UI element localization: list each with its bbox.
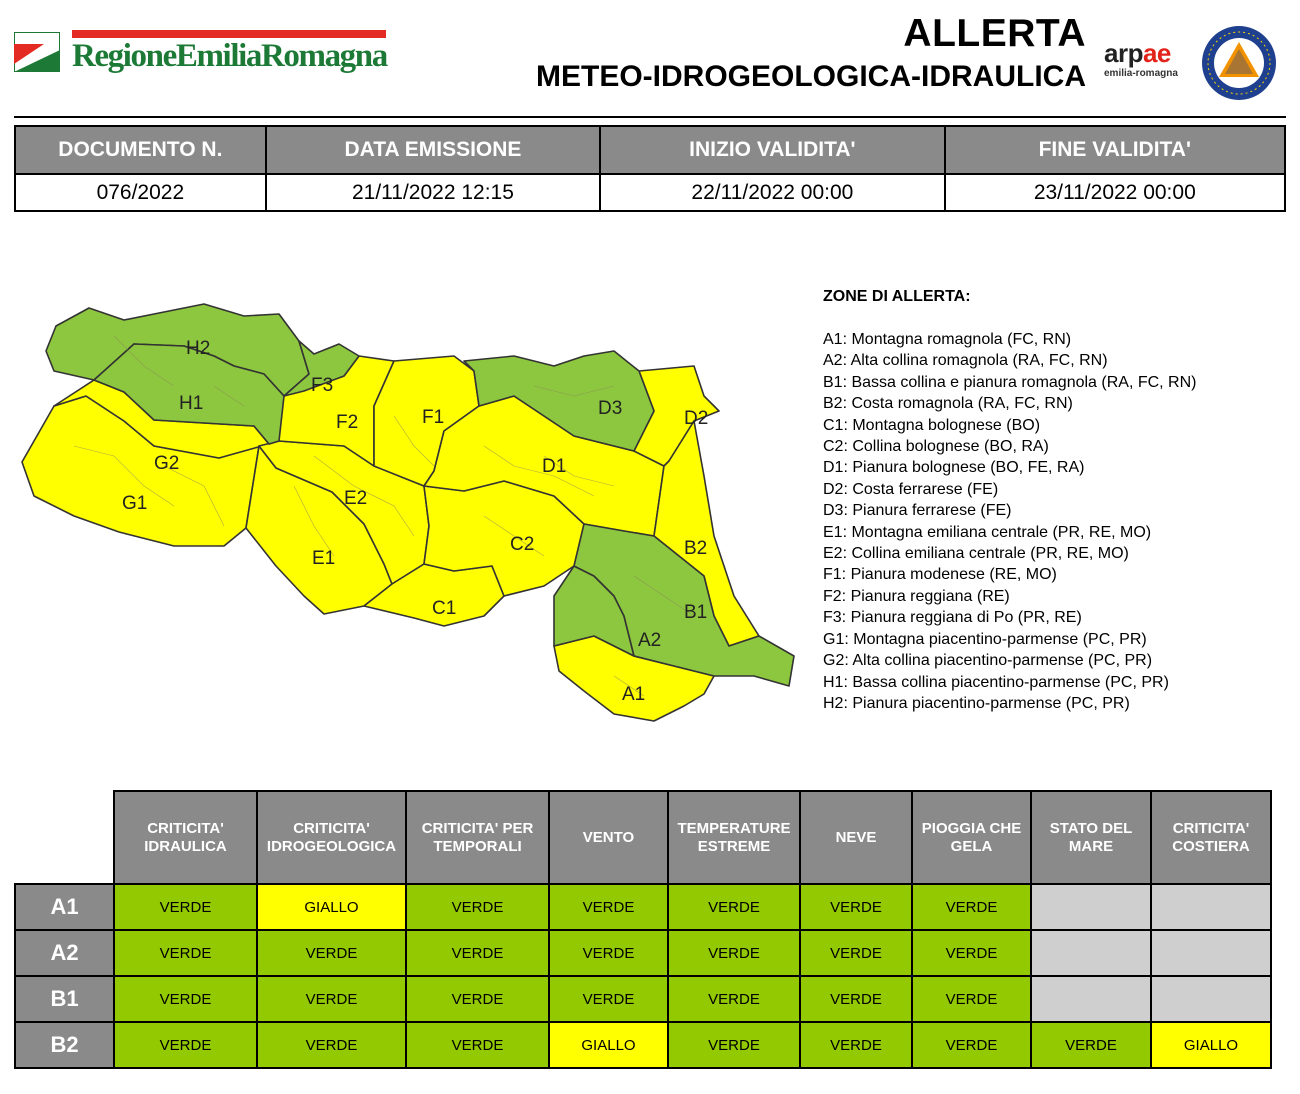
doc-header-cell: INIZIO VALIDITA' [600,126,944,174]
arpae-logo-subtext: emilia-romagna [1104,68,1178,79]
zone-label: H1 [179,393,204,414]
alert-column-header-line: ESTREME [697,837,771,855]
alert-column-header [114,791,257,884]
alert-column-header-line: NEVE [835,828,877,846]
alert-row [15,976,1271,1022]
page-title: ALLERTA [903,12,1086,55]
alert-level-cell: VERDE [549,884,668,930]
alert-row-zone: B2 [15,1022,114,1068]
alert-column-header-line: MARE [1068,837,1114,855]
alert-level-cell: VERDE [1031,1022,1151,1068]
alert-level-cell: VERDE [800,976,912,1022]
arpae-logo [1104,40,1194,86]
doc-header-cell: DATA EMISSIONE [266,126,600,174]
alert-column-header-line: CRITICITA' [293,819,370,837]
zone-label: D1 [542,456,567,477]
alert-level-cell: VERDE [800,930,912,976]
region-logo [14,28,387,76]
legend-item: F3: Pianura reggiana di Po (PR, RE) [823,609,1082,627]
region-logo-text: RegioneEmiliaRomagna [72,38,387,74]
alert-row [15,1022,1271,1068]
alert-column-header-line: COSTIERA [1172,837,1250,855]
alert-row-zone: A1 [15,884,114,930]
zone-label: F3 [311,375,334,396]
zone-label: A1 [622,684,646,705]
document-info-value-row [15,174,1285,211]
arpae-logo-accent: ae [1142,38,1171,68]
alert-column-header-line: CRITICITA' [147,819,224,837]
alert-column-header-line: CRITICITA' PER [421,819,534,837]
alert-level-cell: VERDE [549,930,668,976]
alert-level-cell: VERDE [800,884,912,930]
alert-level-cell: GIALLO [1151,1022,1271,1068]
legend-item: C2: Collina bolognese (BO, RA) [823,438,1049,456]
alert-level-cell: VERDE [114,884,257,930]
arpae-logo-word: arp [1104,38,1143,68]
alert-column-header [1151,791,1271,884]
alert-row [15,884,1271,930]
zone-label: E2 [344,488,368,509]
legend-item: E1: Montagna emiliana centrale (PR, RE, MO) [823,523,1152,541]
legend-item: H1: Bassa collina piacentino-parmense (PC, PR) [823,673,1169,691]
legend-item: F1: Pianura modenese (RE, MO) [823,566,1057,584]
alert-column-header-line: CRITICITA' [1172,819,1250,837]
zone-label: E1 [312,548,336,569]
emission-date: 21/11/2022 12:15 [266,174,600,211]
zone-label: C1 [432,598,457,619]
validity-end: 23/11/2022 00:00 [945,174,1285,211]
legend-item: D1: Pianura bolognese (BO, FE, RA) [823,459,1085,477]
alert-column-header [800,791,912,884]
alert-level-cell: VERDE [257,930,406,976]
alert-level-cell: GIALLO [257,884,406,930]
alert-column-header-line: IDRAULICA [144,837,227,855]
legend-item: B1: Bassa collina e pianura romagnola (RA, FC, RN) [823,373,1197,391]
zone-label: G2 [154,453,180,474]
zone-label: H2 [186,338,211,359]
alert-column-header-line: TEMPERATURE [677,819,791,837]
alert-column-header-line: GELA [950,837,993,855]
document-info-header-row [15,126,1285,174]
alert-column-header-line: VENTO [582,828,635,846]
validity-start: 22/11/2022 00:00 [600,174,944,211]
alert-column-header [549,791,668,884]
page-subtitle: METEO-IDROGEOLOGICA-IDRAULICA [536,60,1086,93]
zone-label: F2 [336,412,359,433]
doc-header-cell: DOCUMENTO N. [15,126,266,174]
alert-column-header [257,791,406,884]
alert-column-header-line: IDROGEOLOGICA [266,837,397,855]
alert-level-cell: VERDE [406,930,549,976]
zone-label: G1 [122,493,148,514]
alert-level-cell [1151,884,1271,930]
zone-label: D2 [684,408,709,429]
alert-row-zone: A2 [15,930,114,976]
alert-levels-table [14,790,1272,1069]
alert-column-header-line: PIOGGIA CHE [921,819,1022,837]
legend-item: A2: Alta collina romagnola (RA, FC, RN) [823,352,1108,370]
alert-level-cell [1151,976,1271,1022]
document-number: 076/2022 [15,174,266,211]
zone-label: F1 [422,407,445,428]
doc-header-cell: FINE VALIDITA' [945,126,1285,174]
legend-title: ZONE DI ALLERTA: [823,288,971,305]
legend-item: C1: Montagna bolognese (BO) [823,416,1041,434]
legend-item: A1: Montagna romagnola (FC, RN) [823,331,1072,348]
alert-zones-map [14,296,804,736]
zone-label: A2 [638,630,662,651]
alert-level-cell: VERDE [800,1022,912,1068]
alert-level-cell: VERDE [257,976,406,1022]
legend-item: G1: Montagna piacentino-parmense (PC, PR) [823,630,1147,648]
alert-level-cell: VERDE [668,884,800,930]
zone-label: B2 [684,538,708,559]
legend-item: B2: Costa romagnola (RA, FC, RN) [823,395,1073,413]
region-logo-bar [72,30,386,38]
alert-level-cell: VERDE [668,930,800,976]
alert-level-cell [1031,884,1151,930]
alert-level-cell: VERDE [114,976,257,1022]
alert-level-cell: VERDE [549,976,668,1022]
header-divider [14,116,1286,118]
alert-level-cell: VERDE [406,976,549,1022]
alert-level-cell [1151,930,1271,976]
alert-level-cell: VERDE [114,1022,257,1068]
document-info-table [14,125,1286,212]
zone-label: C2 [510,534,535,555]
alert-level-cell [1031,930,1151,976]
alert-column-header [668,791,800,884]
alert-row-zone: B1 [15,976,114,1022]
alert-level-cell: VERDE [257,1022,406,1068]
legend-item: D2: Costa ferrarese (FE) [823,480,999,498]
alert-level-cell: GIALLO [549,1022,668,1068]
alert-level-cell: VERDE [668,976,800,1022]
alert-level-cell [1031,976,1151,1022]
alert-level-cell: VERDE [114,930,257,976]
alert-level-cell: VERDE [912,884,1031,930]
alert-level-cell: VERDE [912,930,1031,976]
legend-item: D3: Pianura ferrarese (FE) [823,502,1012,520]
zone-legend [823,288,1283,714]
alert-level-cell: VERDE [668,1022,800,1068]
alert-column-header [1031,791,1151,884]
legend-item: G2: Alta collina piacentino-parmense (PC, PR) [823,652,1153,670]
zone-label: D3 [598,398,623,419]
zone-label: B1 [684,602,708,623]
alert-corner-cell [15,791,114,884]
protezione-civile-logo-icon [1201,25,1277,101]
alert-level-cell: VERDE [912,976,1031,1022]
region-flag-icon [14,32,60,72]
alert-column-header-line: STATO DEL [1049,819,1133,837]
alert-column-header [912,791,1031,884]
alert-level-cell: VERDE [912,1022,1031,1068]
alert-header-row [15,791,1271,884]
alert-column-header-line: TEMPORALI [433,837,522,855]
legend-item: F2: Pianura reggiana (RE) [823,587,1010,605]
alert-level-cell: VERDE [406,1022,549,1068]
legend-item: H2: Pianura piacentino-parmense (PC, PR) [823,694,1130,712]
alert-level-cell: VERDE [406,884,549,930]
alert-row [15,930,1271,976]
alert-column-header [406,791,549,884]
legend-item: E2: Collina emiliana centrale (PR, RE, MO) [823,545,1129,563]
